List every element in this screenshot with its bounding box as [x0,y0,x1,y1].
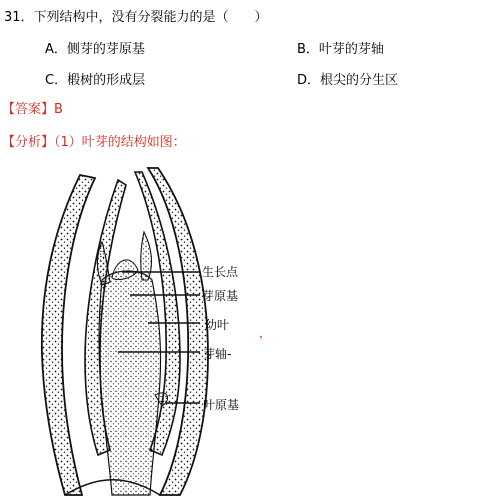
option-key: C． [45,73,68,88]
option-d [297,69,398,88]
option-a [45,38,145,57]
label-bud-axis: 芽轴- [203,347,232,361]
label-bud-primordium: 芽原基 [202,289,239,303]
analysis-line [2,131,186,150]
option-key: A． [45,42,67,57]
young-leaf-right [141,232,152,280]
question-text: 下列结构中，没有分裂能力的是（ ） [33,10,268,25]
answer-line [2,98,63,117]
option-key: B． [297,42,319,57]
option-text: 侧芽的芽原基 [66,42,145,57]
label-growing-point: 生长点 [202,265,239,279]
answer-value: B [54,102,63,117]
option-key: D． [297,73,321,88]
answer-tag: 【答案】 [2,102,55,117]
analysis-text: （1）叶芽的结构如图： [54,135,186,150]
question-stem [4,6,268,25]
bud-axis [99,271,161,495]
leaf-bud-diagram [30,160,330,500]
question-number: 31． [4,10,34,25]
label-leaf-primordium: 叶原基 [203,398,240,412]
option-c [45,69,145,88]
option-text: 叶芽的芽轴 [318,42,384,57]
stray-comma-mark: ， [259,326,272,340]
label-young-leaf: 幼叶 [205,318,230,332]
option-text: 椴树的形成层 [67,73,146,88]
analysis-tag: 【分析】 [2,135,55,150]
option-text: 根尖的分生区 [320,73,399,88]
option-b [297,38,384,57]
